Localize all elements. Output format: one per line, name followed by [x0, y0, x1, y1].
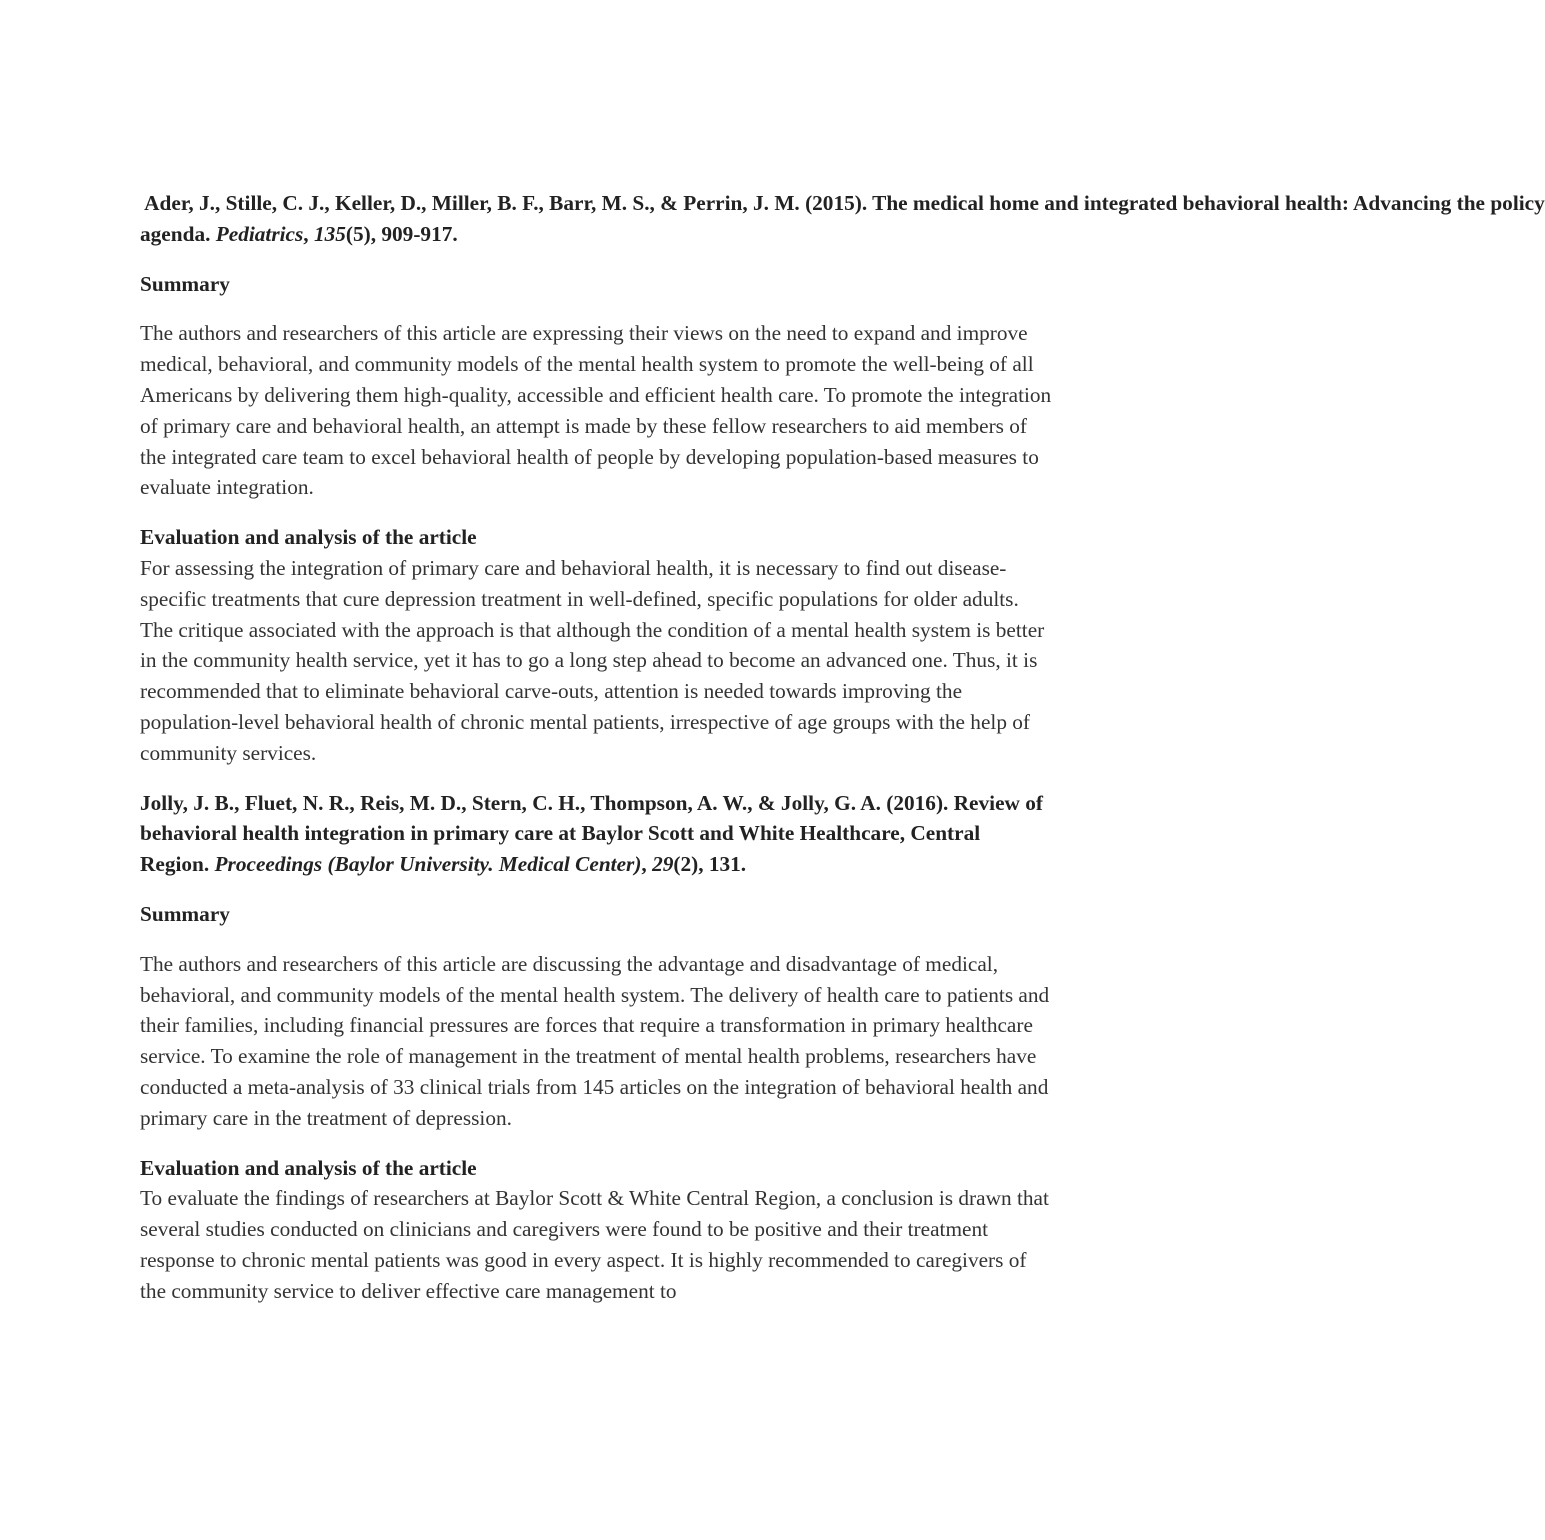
citation-jolly-2016 — [140, 788, 1052, 880]
citation-authors-title: Jolly, J. B., Fluet, N. R., Reis, M. D., Stern, C. H., Thompson, A. W., & Jolly, G. A. (2016). Review of behavioral health integration in primary care at Baylor Scott and White Healthcare, Central Region. — [140, 790, 1043, 877]
summary-heading: Summary — [140, 901, 230, 926]
summary-paragraph: The authors and researchers of this article are discussing the advantage and disadvantage of medical, behavioral, and community models of the mental health system. The delivery of health care to patients and their families, including financial pressures are forces that require a transformation in primary healthcare service. To examine the role of management in the treatment of mental health problems, researchers have conducted a meta-analysis of 33 clinical trials from 145 articles on the integration of behavioral health and primary care in the treatment of depression. — [140, 951, 1050, 1130]
summary-heading: Summary — [140, 271, 230, 296]
evaluation-paragraph: To evaluate the findings of researchers at Baylor Scott & White Central Region, a conclusion is drawn that several studies conducted on clinicians and caregivers were found to be positive and their treatment response to chronic mental patients was good in every aspect. It is highly recommended to caregivers of the community service to deliver effective care management to — [140, 1186, 1049, 1303]
citation-separator: , — [641, 852, 653, 877]
evaluation-heading: Evaluation and analysis of the article — [140, 1155, 477, 1180]
citation-journal: Proceedings (Baylor University. Medical Center) — [214, 852, 642, 877]
citation-ader-2015 — [140, 188, 1545, 250]
citation-separator: , — [303, 221, 314, 246]
citation-authors-title: Ader, J., Stille, C. J., Keller, D., Miller, B. F., Barr, M. S., & Perrin, J. M. (2015). The medical home and integrated behavioral health: Advancing the policy — [140, 191, 1545, 215]
evaluation-heading: Evaluation and analysis of the article — [140, 525, 477, 550]
citation-journal: Pediatrics — [215, 221, 304, 246]
summary-paragraph: The authors and researchers of this article are expressing their views on the need to expand and improve medical, behavioral, and community models of the mental health system to promote the well-being of all Americans by delivering them high-quality, accessible and efficient health care. To promote the integration of primary care and behavioral health, an attempt is made by these fellow researchers to aid members of the integrated care team to excel behavioral health of people by developing population-based measures to evaluate integration. — [140, 321, 1052, 500]
citation-volume: 135 — [313, 221, 346, 246]
citation-title-end: agenda. — [140, 221, 216, 246]
citation-issue-pages: (2), 131. — [673, 852, 747, 877]
document-page — [140, 188, 1545, 1326]
citation-issue-pages: (5), 909-917. — [345, 221, 458, 246]
evaluation-paragraph: For assessing the integration of primary care and behavioral health, it is necessary to find out disease-specific treatments that cure depression treatment in well-defined, specific populations for older adults. The critique associated with the approach is that although the condition of a mental health system is better in the community health service, yet it has to go a long step ahead to become an advanced one. Thus, it is recommended that to eliminate behavioral carve-outs, attention is needed towards improving the population-level behavioral health of chronic mental patients, irrespective of age groups with the help of community services. — [140, 555, 1045, 765]
citation-volume: 29 — [652, 852, 674, 877]
